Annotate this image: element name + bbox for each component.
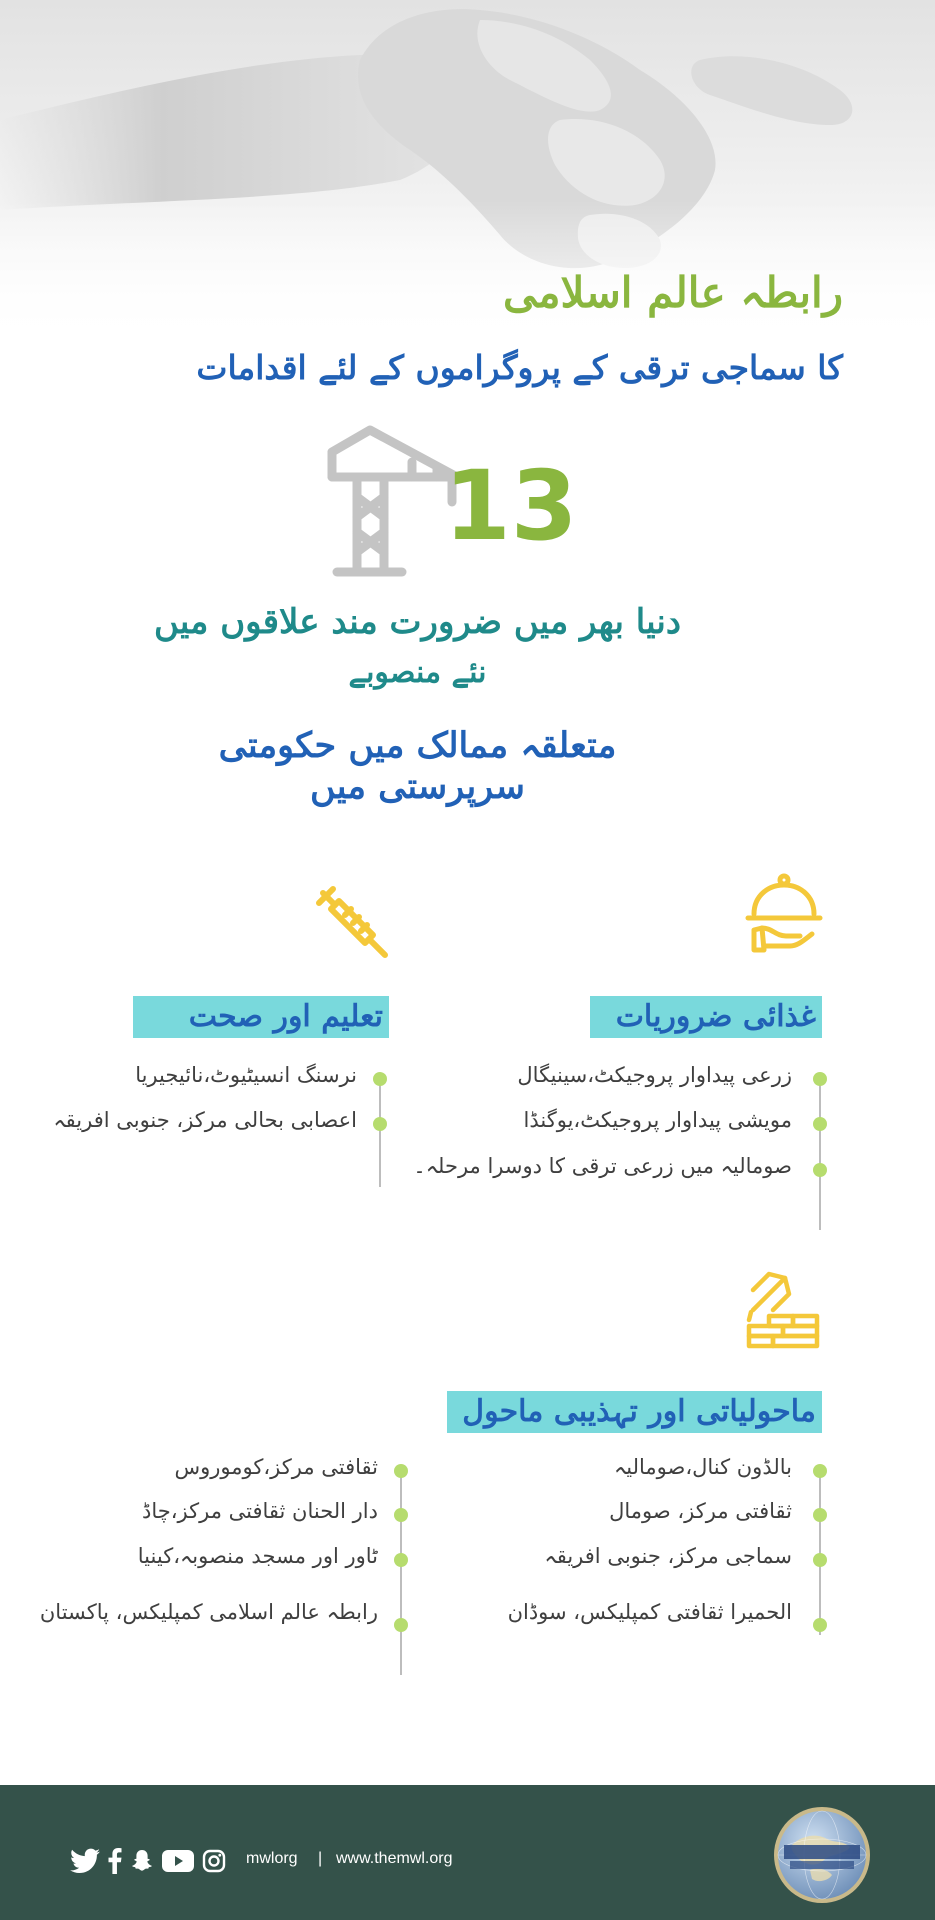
list-bullet [813, 1117, 827, 1131]
list-item: دار الحنان ثقافتی مرکز،چاڈ [142, 1499, 378, 1523]
list-item: الحمیرا ثقافتی کمپلیکس، سوڈان [507, 1600, 792, 1624]
list-bullet [373, 1117, 387, 1131]
list-bullet [373, 1072, 387, 1086]
title-organization-name: رابطہ عالم اسلامی [503, 268, 843, 317]
syringe-icon [315, 885, 390, 960]
list-item: اعصابی بحالی مرکز، جنوبی افریقہ [53, 1108, 357, 1132]
list-item: ثقافتی مرکز،کوموروس [174, 1455, 378, 1479]
education-list-line [379, 1075, 381, 1187]
list-item: بالڈون کنال،صومالیہ [613, 1455, 792, 1479]
highlight-line-2: نئے منصوبے [348, 655, 487, 690]
project-count: 13 [444, 450, 578, 562]
list-item: رابطہ عالم اسلامی کمپلیکس، پاکستان [39, 1600, 378, 1624]
highlight-line-3: متعلقہ ممالک میں حکومتی سرپرستی میں [218, 725, 617, 807]
list-item: مویشی پیداوار پروجیکٹ،یوگنڈا [523, 1108, 792, 1132]
list-bullet [813, 1618, 827, 1632]
footer-separator: | [318, 1850, 323, 1867]
list-bullet [813, 1072, 827, 1086]
food-tray-icon [742, 870, 826, 954]
list-bullet [394, 1464, 408, 1478]
list-bullet [813, 1508, 827, 1522]
muslim-world-league-logo [772, 1805, 872, 1905]
highlight-line-1: دنیا بھر میں ضرورت مند علاقوں میں [154, 602, 681, 642]
social-icons [70, 1848, 226, 1874]
list-item: ثقافتی مرکز، صومال [609, 1499, 792, 1523]
footer-website-link[interactable]: www.themwl.org [336, 1850, 453, 1867]
section-title-education: تعلیم اور صحت [133, 996, 389, 1038]
facebook-icon[interactable] [108, 1848, 122, 1874]
list-bullet [813, 1553, 827, 1567]
title-subtitle: کا سماجی ترقی کے پروگراموں کے لئے اقدامات [196, 348, 843, 387]
twitter-icon[interactable] [70, 1848, 100, 1874]
list-item: سماجی مرکز، جنوبی افریقہ [544, 1544, 792, 1568]
bricks-trowel-icon [745, 1270, 823, 1350]
list-bullet [394, 1618, 408, 1632]
list-bullet [394, 1508, 408, 1522]
list-item: نرسنگ انسیٹیوٹ،نائیجیریا [135, 1063, 357, 1087]
list-bullet [394, 1553, 408, 1567]
list-bullet [813, 1464, 827, 1478]
food-list-line [819, 1075, 821, 1230]
list-item: زرعی پیداوار پروجیکٹ،سینیگال [517, 1063, 792, 1087]
section-title-food: غذائی ضروریات [590, 996, 822, 1038]
list-item: ٹاور اور مسجد منصوبہ،کینیا [137, 1544, 378, 1568]
youtube-icon[interactable] [162, 1849, 194, 1873]
instagram-icon[interactable] [202, 1849, 226, 1873]
section-title-environment: ماحولیاتی اور تہذیبی ماحول [447, 1391, 822, 1433]
snapchat-icon[interactable] [130, 1849, 154, 1873]
environment-left-list-line [400, 1470, 402, 1675]
footer-handle[interactable]: mwlorg [246, 1850, 298, 1867]
list-item: صومالیہ میں زرعی ترقی کا دوسرا مرحلہ۔ [413, 1154, 792, 1178]
list-bullet [813, 1163, 827, 1177]
